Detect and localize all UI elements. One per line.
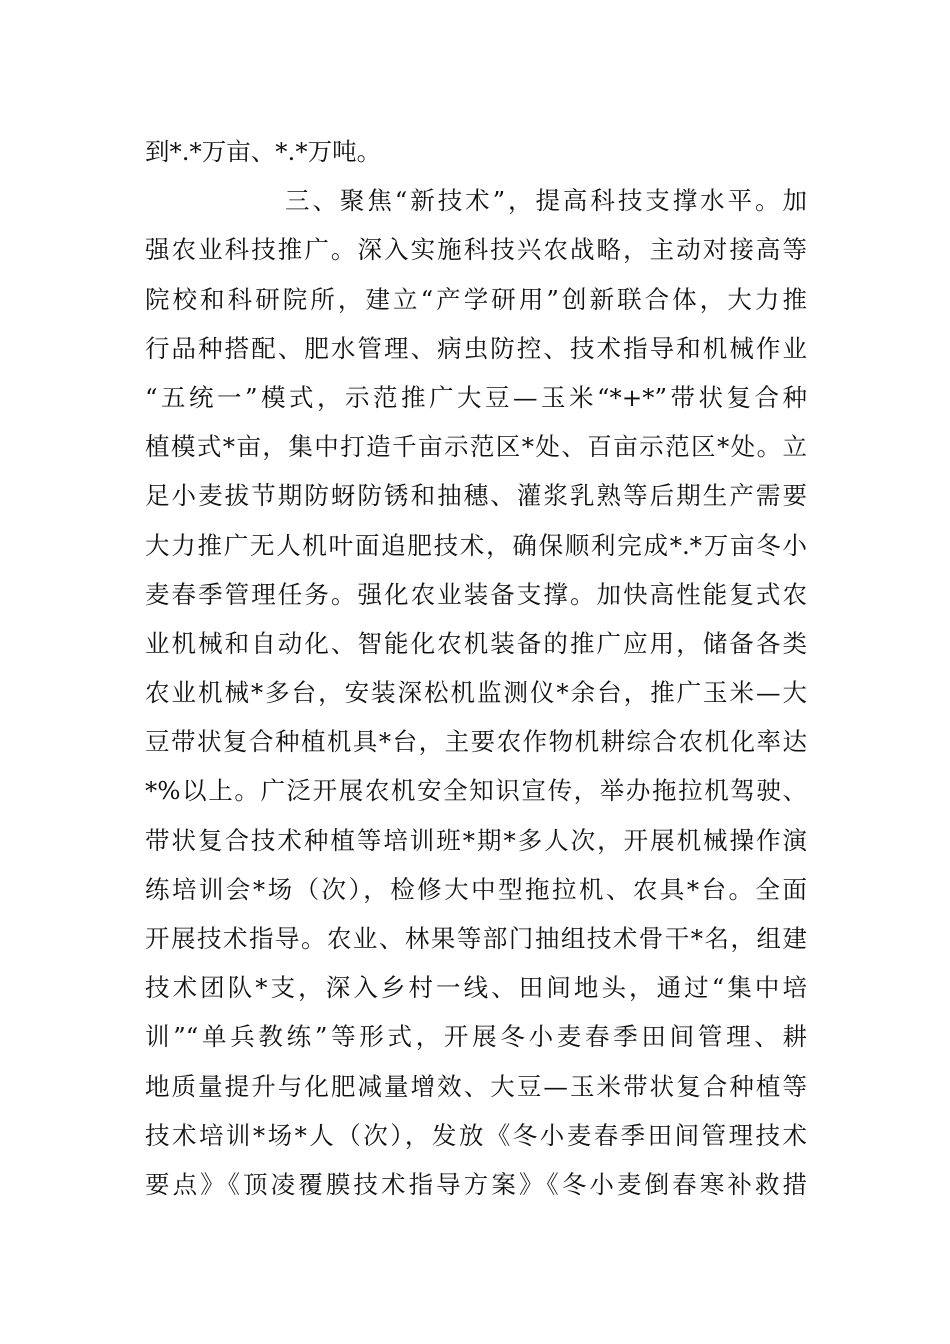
text-line: 院校和科研院所，建立“产学研用”创新联合体，大力推	[145, 284, 807, 314]
text-line: 技术团队*支，深入乡村一线、田间地头，通过“集中培	[145, 973, 807, 1003]
text-line: “五统一”模式，示范推广大豆—玉米“*+*”带状复合种	[145, 382, 807, 412]
text-line: 业机械和自动化、智能化农机装备的推广应用，储备各类	[145, 628, 807, 658]
section-heading-line: 三、聚焦“新技术”，提高科技支撑水平。加	[285, 186, 807, 216]
text-line: 大力推广无人机叶面追肥技术，确保顺利完成*.*万亩冬小	[145, 530, 807, 560]
text-line: 豆带状复合种植机具*台，主要农作物机耕综合农机化率达	[145, 727, 807, 757]
text-line: 农业机械*多台，安装深松机监测仪*余台，推广玉米—大	[145, 678, 807, 708]
text-line: 足小麦拔节期防蚜防锈和抽穗、灌浆乳熟等后期生产需要	[145, 481, 807, 511]
text-line: 要点》《顶凌覆膜技术指导方案》《冬小麦倒春寒补救措	[145, 1169, 807, 1199]
text-line: 强农业科技推广。深入实施科技兴农战略，主动对接高等	[145, 235, 807, 265]
text-line: 技术培训*场*人（次），发放《冬小麦春季田间管理技术	[145, 1120, 807, 1150]
text-line: 开展技术指导。农业、林果等部门抽组技术骨干*名，组建	[145, 924, 807, 953]
text-line: 练培训会*场（次），检修大中型拖拉机、农具*台。全面	[145, 874, 807, 904]
text-line: 麦春季管理任务。强化农业装备支撑。加快高性能复式农	[145, 579, 807, 609]
text-line: 带状复合技术种植等培训班*期*多人次，开展机械操作演	[145, 825, 807, 855]
text-line: 训”“单兵教练”等形式，开展冬小麦春季田间管理、耕	[145, 1022, 807, 1052]
text-line: 行品种搭配、肥水管理、病虫防控、技术指导和机械作业	[145, 333, 807, 363]
text-line: 植模式*亩，集中打造千亩示范区*处、百亩示范区*处。立	[145, 432, 807, 462]
text-line: 地质量提升与化肥减量增效、大豆—玉米带状复合种植等	[145, 1071, 807, 1101]
text-line: *%以上。广泛开展农机安全知识宣传，举办拖拉机驾驶、	[145, 776, 807, 806]
text-line: 到*.*万亩、*.*万吨。	[145, 137, 382, 166]
body-text	[145, 127, 807, 1209]
